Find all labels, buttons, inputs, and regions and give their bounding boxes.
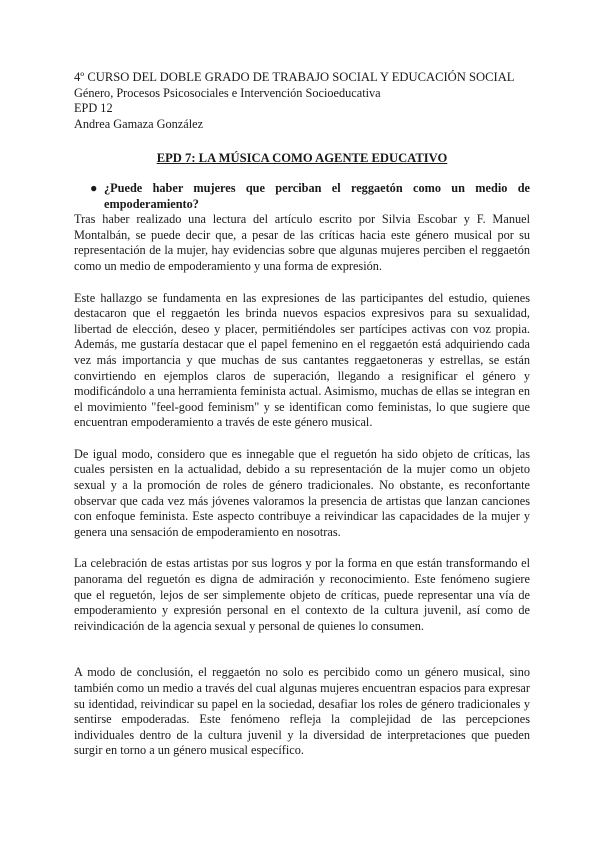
course-line: 4º CURSO DEL DOBLE GRADO DE TRABAJO SOCIAL Y EDUCACIÓN SOCIAL xyxy=(74,70,515,84)
paragraph-5: A modo de conclusión, el reggaetón no solo es percibido como un género musical, sino también como un medio a través del cual algunas mujeres encuentran espacios para expresar su identidad, reivindicar su papel en la sociedad, desafiar los roles de género tradicionales y sentirse empoderadas. Este fenómeno refleja la complejidad de las percepciones individuales dentro de la cultura juvenil y la diversidad de interpretaciones que pueden surgir en torno a un género musical específico. xyxy=(74,665,530,758)
document-title: EPD 7: LA MÚSICA COMO AGENTE EDUCATIVO xyxy=(156,151,448,166)
epd-line: EPD 12 xyxy=(74,101,113,116)
subject-line: Género, Procesos Psicosociales e Intervención Socioeducativa xyxy=(74,85,381,100)
paragraph-3: De igual modo, considero que es innegable que el reguetón ha sido objeto de críticas, las cuales persisten en la actualidad, debido a su representación de la mujer como un objeto sexual y a la promoción de roles de género tradicionales. No obstante, es reconfortante observar que cada vez más jóvenes valoramos la presencia de artistas que lanzan canciones con enfoque feminista. Este aspecto contribuye a reivindicar las capacidades de la mujer y genera una sensación de empoderamiento en nosotras. xyxy=(74,446,530,539)
bullet-icon: ● xyxy=(90,180,98,195)
author-line: Andrea Gamaza González xyxy=(74,116,204,131)
question-item xyxy=(74,181,530,212)
paragraph-1: Tras haber realizado una lectura del artículo escrito por Silvia Escobar y F. Manuel Montalbán, se puede decir que, a pesar de las críticas hacia este género musical por su representación de la mujer, hay evidencias sobre que algunas mujeres perciben el reggaetón como un medio de empoderamiento y una forma de expresión. xyxy=(74,212,530,273)
paragraph-4: La celebración de estas artistas por sus logros y por la forma en que están transformando el panorama del reguetón es digna de admiración y reconocimiento. Este fenómeno sugiere que el reguetón, lejos de ser simplemente objeto de críticas, puede representar una vía de empoderamiento y expresión personal en el contexto de la cultura juvenil, así como de reivindicación de la agencia sexual y personal de quienes lo consumen. xyxy=(74,556,530,633)
document-page xyxy=(74,70,530,759)
question-text: ¿Puede haber mujeres que perciban el reggaetón como un medio de empoderamiento? xyxy=(104,180,530,211)
paragraph-2: Este hallazgo se fundamenta en las expresiones de las participantes del estudio, quienes destacaron que el reggaetón les brinda nuevos espacios expresivos para su sexualidad, libertad de elección, deseo y placer, permitiéndoles ser partícipes activas con voz propia. Además, me gustaría destacar que el papel femenino en el reggaetón está adquiriendo cada vez más importancia y que muchas de sus cantantes reggaetoneras y estrellas, se están convirtiendo en ejemplos claros de superación, llegando a resignificar el género y modificándolo a una herramienta feminista actual. Asimismo, muchas de ellas se integran en el movimiento "feel-good feminism" y se identifican como feministas, lo que sugiere que encuentran empoderamiento a través de este género musical. xyxy=(74,290,530,430)
